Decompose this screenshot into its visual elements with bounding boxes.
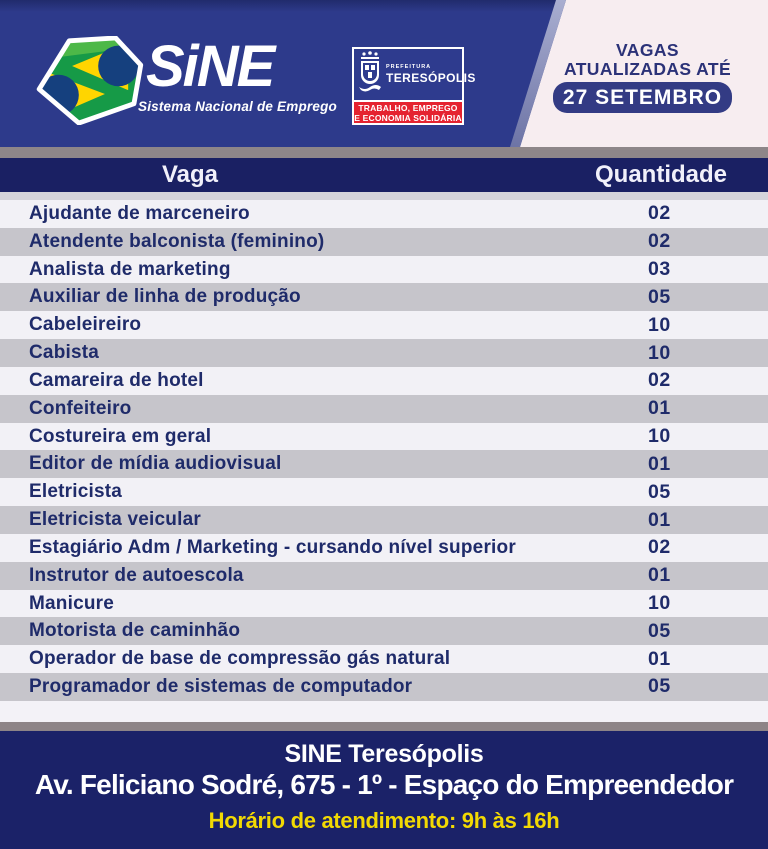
vacancy-quantity: 10 bbox=[648, 341, 671, 364]
prefeitura-dept-banner bbox=[354, 100, 462, 123]
vacancy-quantity: 02 bbox=[648, 536, 671, 559]
vacancy-name: Camareira de hotel bbox=[29, 369, 204, 391]
table-row bbox=[0, 562, 768, 590]
vacancy-quantity: 03 bbox=[648, 258, 671, 281]
column-header-quantidade: Quantidade bbox=[594, 161, 727, 188]
update-date-badge: 27 SETEMBRO bbox=[553, 82, 732, 113]
vacancy-name: Cabista bbox=[29, 342, 100, 364]
table-row bbox=[0, 339, 768, 367]
vacancy-quantity: 05 bbox=[648, 619, 671, 642]
updated-line2: ATUALIZADAS ATÉ bbox=[563, 59, 732, 79]
table-row bbox=[0, 506, 768, 534]
dept-line1: TRABALHO, EMPREGO bbox=[358, 102, 458, 113]
footer-address: Av. Feliciano Sodré, 675 - 1º - Espaço do Empreendedor bbox=[34, 769, 734, 800]
table-header bbox=[0, 158, 768, 192]
table-row bbox=[0, 590, 768, 618]
vacancy-quantity: 01 bbox=[648, 397, 671, 420]
column-header-vaga: Vaga bbox=[161, 161, 219, 188]
vacancy-name: Editor de mídia audiovisual bbox=[29, 453, 282, 475]
sine-logo-icon bbox=[29, 36, 148, 130]
vacancy-name: Auxiliar de linha de produção bbox=[29, 286, 301, 308]
table-row bbox=[0, 283, 768, 311]
divider-band-subheader bbox=[0, 192, 768, 200]
vacancies-updated-label bbox=[540, 41, 755, 79]
vacancy-quantity: 02 bbox=[648, 202, 671, 225]
vacancy-name: Manicure bbox=[29, 592, 115, 614]
vacancy-name: Eletricista bbox=[29, 481, 123, 503]
vacancy-quantity: 02 bbox=[648, 369, 671, 392]
table-row bbox=[0, 256, 768, 284]
sine-brand-name: SiNE bbox=[146, 34, 274, 99]
prefeitura-label: PREFEITURA bbox=[386, 64, 432, 70]
vacancy-name: Costureira em geral bbox=[29, 425, 212, 447]
divider-band-bottom bbox=[0, 722, 768, 731]
vacancy-quantity: 01 bbox=[648, 564, 671, 587]
vacancy-name: Instrutor de autoescola bbox=[29, 564, 244, 586]
table-row bbox=[0, 673, 768, 701]
vacancy-quantity: 02 bbox=[648, 230, 671, 253]
prefeitura-names bbox=[386, 64, 476, 85]
vacancy-quantity: 05 bbox=[648, 480, 671, 503]
table-row bbox=[0, 367, 768, 395]
table-row bbox=[0, 617, 768, 645]
prefeitura-logo-box bbox=[352, 47, 476, 125]
table-row bbox=[0, 200, 768, 228]
table-row bbox=[0, 423, 768, 451]
vacancy-name: Confeiteiro bbox=[29, 397, 132, 419]
footer-hours: Horário de atendimento: 9h às 16h bbox=[208, 808, 560, 833]
vacancy-name: Cabeleireiro bbox=[29, 314, 142, 336]
updated-line1: VAGAS bbox=[616, 40, 679, 60]
sine-tagline: Sistema Nacional de Emprego bbox=[138, 99, 337, 114]
vacancy-quantity: 10 bbox=[648, 313, 671, 336]
vacancy-name: Operador de base de compressão gás natural bbox=[29, 648, 451, 670]
sine-wordmark bbox=[138, 34, 337, 114]
table-row bbox=[0, 228, 768, 256]
divider-band-top bbox=[0, 147, 768, 158]
vacancy-name: Atendente balconista (feminino) bbox=[29, 230, 325, 252]
prefeitura-top bbox=[354, 49, 476, 100]
dept-line2: E ECONOMIA SOLIDÁRIA bbox=[354, 112, 462, 123]
rows bbox=[0, 200, 768, 701]
vacancy-quantity: 01 bbox=[648, 508, 671, 531]
vacancy-name: Analista de marketing bbox=[29, 258, 231, 280]
vacancy-quantity: 10 bbox=[648, 425, 671, 448]
table-row bbox=[0, 645, 768, 673]
table-row bbox=[0, 311, 768, 339]
table-row bbox=[0, 478, 768, 506]
table-row bbox=[0, 395, 768, 423]
table-row bbox=[0, 534, 768, 562]
vacancy-quantity: 05 bbox=[648, 675, 671, 698]
footer-title: SINE Teresópolis bbox=[284, 740, 484, 768]
vacancy-name: Motorista de caminhão bbox=[29, 620, 241, 642]
vacancy-name: Estagiário Adm / Marketing - cursando nível superior bbox=[29, 536, 516, 558]
vacancy-quantity: 10 bbox=[648, 592, 671, 614]
header-banner bbox=[0, 0, 768, 147]
rows-bottom-gap bbox=[0, 701, 768, 722]
vacancy-name: Programador de sistemas de computador bbox=[29, 675, 413, 697]
vacancy-name: Ajudante de marceneiro bbox=[29, 202, 250, 224]
vacancy-quantity: 01 bbox=[648, 647, 671, 670]
footer bbox=[0, 731, 768, 849]
vacancy-quantity: 05 bbox=[648, 285, 671, 308]
prefeitura-city: TERESÓPOLIS bbox=[386, 71, 476, 85]
vacancy-name: Eletricista veicular bbox=[29, 509, 201, 531]
vacancy-quantity: 01 bbox=[648, 452, 671, 475]
table-row bbox=[0, 450, 768, 478]
prefeitura-crest-icon bbox=[357, 51, 383, 98]
